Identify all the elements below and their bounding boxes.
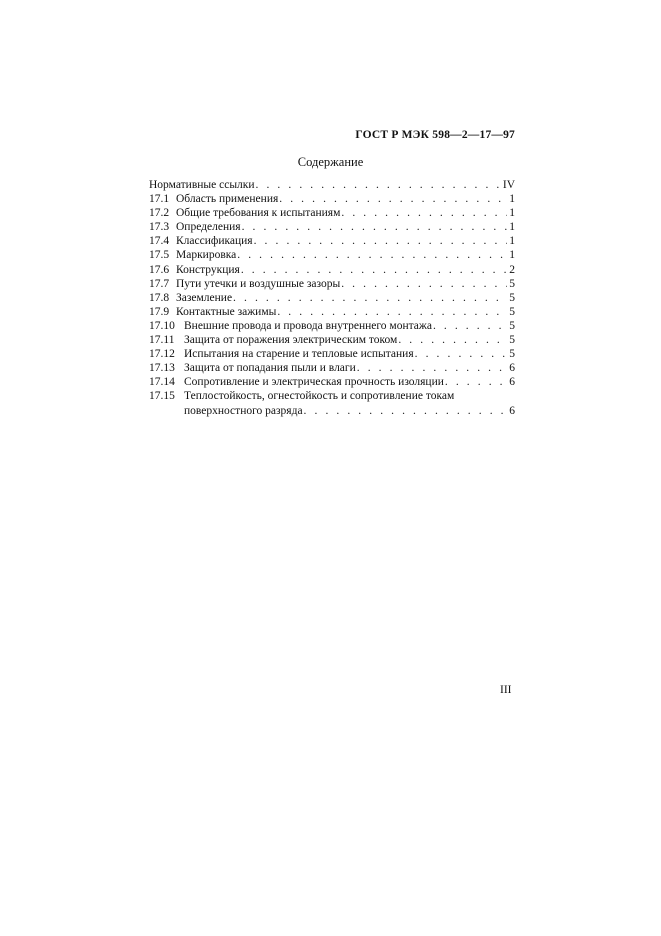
toc-entry-title: Конструкция (176, 263, 240, 276)
toc-entry-page: 6 (509, 362, 515, 375)
toc-entry (149, 277, 515, 291)
toc-entry (149, 333, 515, 347)
toc-entry-number: 17.14 (149, 376, 175, 389)
toc-entry-page: 1 (509, 235, 515, 248)
leader-dots (341, 277, 507, 291)
toc-entry-page: 1 (509, 221, 515, 234)
toc-entry (149, 234, 515, 248)
toc-entry-title: Теплостойкость, огнестойкость и сопротивление токам (184, 390, 455, 403)
toc-entry-number: 17.11 (149, 334, 175, 347)
leader-dots (237, 248, 507, 262)
toc-entry (149, 375, 515, 389)
toc-entry (149, 291, 515, 305)
toc-entry-number: 17.13 (149, 362, 175, 375)
toc-entry-page: 5 (509, 277, 515, 290)
toc-entry-title: Нормативные ссылки (149, 179, 255, 191)
leader-dots (241, 263, 507, 277)
leader-dots (277, 305, 507, 319)
toc-entry (149, 347, 515, 361)
toc-entry-number: 17.2 (149, 207, 170, 220)
toc-entry-page: 5 (509, 305, 515, 318)
toc-entry-page: 5 (509, 334, 515, 347)
table-of-contents (149, 178, 515, 418)
toc-entry (149, 206, 515, 220)
toc-entry (149, 192, 515, 206)
leader-dots (254, 234, 508, 248)
leader-dots (341, 206, 507, 220)
toc-entry-number: 17.3 (149, 221, 170, 234)
toc-entry-title: Защита от попадания пыли и влаги (184, 362, 356, 375)
toc-entry (149, 361, 515, 375)
toc-entry-title: Сопротивление и электрическая прочность изоляции (184, 376, 444, 389)
leader-dots (415, 347, 508, 361)
toc-entry-number: 17.6 (149, 263, 170, 276)
toc-entry-page: 1 (509, 193, 515, 206)
toc-entry (149, 305, 515, 319)
toc-entry-page: IV (502, 179, 515, 191)
toc-entry-page: 6 (509, 404, 515, 417)
leader-dots (279, 192, 507, 206)
contents-heading: Содержание (297, 155, 364, 169)
toc-entry-page: 5 (509, 291, 515, 304)
toc-entry-title: Определения (176, 221, 241, 234)
toc-entry-title: Внешние провода и провода внутреннего монтажа (184, 319, 432, 332)
toc-entry-page: 1 (509, 249, 515, 262)
toc-entry-title: Защита от поражения электрическим током (184, 334, 398, 347)
toc-entry-number: 17.12 (149, 348, 175, 361)
toc-entry (149, 220, 515, 234)
page-number: III (500, 684, 512, 696)
toc-entry-title: Заземление (176, 291, 233, 304)
toc-entry (149, 263, 515, 277)
leader-dots (433, 319, 507, 333)
toc-entry-title: Пути утечки и воздушные зазоры (176, 277, 341, 290)
toc-entry-page: 5 (509, 319, 515, 332)
toc-entry-number: 17.1 (149, 193, 170, 206)
toc-entry-title: Классификация (176, 235, 253, 248)
toc-entry-number: 17.8 (149, 291, 170, 304)
toc-entry-page: 2 (509, 263, 515, 276)
leader-dots (256, 178, 501, 192)
toc-entry-number: 17.4 (149, 235, 170, 248)
standard-designation: ГОСТ Р МЭК 598—2—17—97 (355, 129, 515, 141)
toc-entry-title: Область применения (176, 193, 279, 206)
toc-entry-number: 17.5 (149, 249, 170, 262)
toc-entry-title: Маркировка (176, 249, 237, 262)
toc-entry (149, 319, 515, 333)
toc-entry-number: 17.10 (149, 319, 175, 332)
leader-dots (357, 361, 507, 375)
leader-dots (242, 220, 508, 234)
toc-entry (149, 248, 515, 262)
toc-entry-title-continued: поверхностного разряда (184, 404, 303, 417)
toc-entry-page: 6 (509, 376, 515, 389)
leader-dots (445, 375, 507, 389)
toc-entry (149, 178, 515, 192)
leader-dots (233, 291, 507, 305)
toc-entry-number: 17.15 (149, 390, 175, 403)
leader-dots (304, 404, 508, 418)
toc-entry-page: 5 (509, 348, 515, 361)
leader-dots (398, 333, 507, 347)
toc-entry-title: Контактные зажимы (176, 305, 277, 318)
toc-entry (149, 389, 515, 403)
toc-entry-title: Испытания на старение и тепловые испытания (184, 348, 414, 361)
toc-entry-page: 1 (509, 207, 515, 220)
toc-entry-number: 17.9 (149, 305, 170, 318)
toc-entry-continuation (149, 404, 515, 418)
toc-entry-number: 17.7 (149, 277, 170, 290)
toc-entry-title: Общие требования к испытаниям (176, 207, 341, 220)
